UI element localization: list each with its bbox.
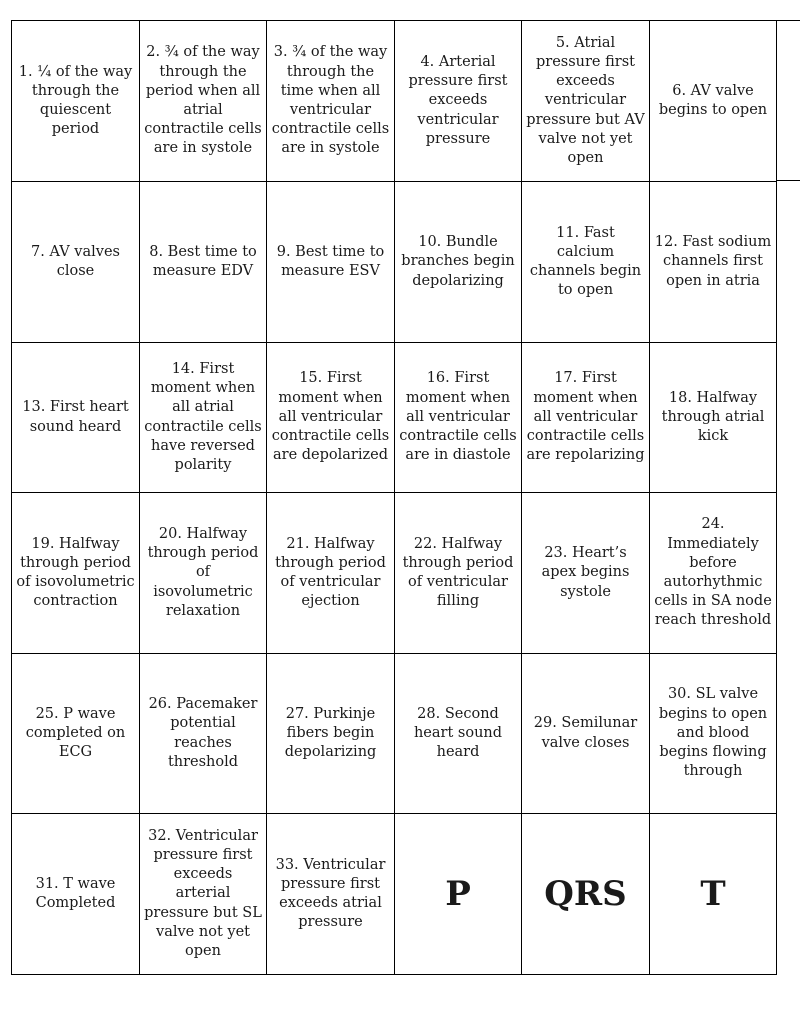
cell-t-wave: T: [650, 814, 777, 975]
cell-31: 31. T wave Completed: [12, 814, 140, 975]
grid-row-5: [12, 654, 777, 814]
cell-3: 3. ¾ of the way through the time when all ventricular contractile cells are in systole: [267, 21, 395, 182]
cell-20: 20. Halfway through period of isovolumetric relaxation: [140, 493, 267, 654]
cell-22: 22. Halfway through period of ventricular filling: [395, 493, 522, 654]
cell-13: 13. First heart sound heard: [12, 343, 140, 493]
adjacent-column-edge: [776, 20, 800, 181]
cell-23: 23. Heart’s apex begins systole: [522, 493, 650, 654]
cell-21: 21. Halfway through period of ventricular ejection: [267, 493, 395, 654]
cell-14: 14. First moment when all atrial contractile cells have reversed polarity: [140, 343, 267, 493]
event-grid: [11, 20, 777, 975]
cell-10: 10. Bundle branches begin depolarizing: [395, 182, 522, 343]
cell-qrs-complex: QRS: [522, 814, 650, 975]
cell-7: 7. AV valves close: [12, 182, 140, 343]
cell-6: 6. AV valve begins to open: [650, 21, 777, 182]
cell-9: 9. Best time to measure ESV: [267, 182, 395, 343]
grid-row-4: [12, 493, 777, 654]
grid-row-1: [12, 21, 777, 182]
cell-26: 26. Pacemaker potential reaches threshold: [140, 654, 267, 814]
grid-row-6: [12, 814, 777, 975]
cell-30: 30. SL valve begins to open and blood begins flowing through: [650, 654, 777, 814]
cell-15: 15. First moment when all ventricular contractile cells are depolarized: [267, 343, 395, 493]
cell-8: 8. Best time to measure EDV: [140, 182, 267, 343]
cell-18: 18. Halfway through atrial kick: [650, 343, 777, 493]
cell-2: 2. ¾ of the way through the period when all atrial contractile cells are in systole: [140, 21, 267, 182]
cell-p-wave: P: [395, 814, 522, 975]
cell-1: 1. ¼ of the way through the quiescent period: [12, 21, 140, 182]
cell-4: 4. Arterial pressure first exceeds ventricular pressure: [395, 21, 522, 182]
cell-16: 16. First moment when all ventricular contractile cells are in diastole: [395, 343, 522, 493]
cell-11: 11. Fast calcium channels begin to open: [522, 182, 650, 343]
cell-24: 24. Immediately before autorhythmic cells in SA node reach threshold: [650, 493, 777, 654]
cell-27: 27. Purkinje fibers begin depolarizing: [267, 654, 395, 814]
cell-33: 33. Ventricular pressure first exceeds atrial pressure: [267, 814, 395, 975]
cell-17: 17. First moment when all ventricular contractile cells are repolarizing: [522, 343, 650, 493]
cell-32: 32. Ventricular pressure first exceeds arterial pressure but SL valve not yet open: [140, 814, 267, 975]
cell-5: 5. Atrial pressure first exceeds ventricular pressure but AV valve not yet open: [522, 21, 650, 182]
grid-row-3: [12, 343, 777, 493]
cell-19: 19. Halfway through period of isovolumetric contraction: [12, 493, 140, 654]
grid-row-2: [12, 182, 777, 343]
cell-28: 28. Second heart sound heard: [395, 654, 522, 814]
cell-12: 12. Fast sodium channels first open in atria: [650, 182, 777, 343]
cell-25: 25. P wave completed on ECG: [12, 654, 140, 814]
cell-29: 29. Semilunar valve closes: [522, 654, 650, 814]
